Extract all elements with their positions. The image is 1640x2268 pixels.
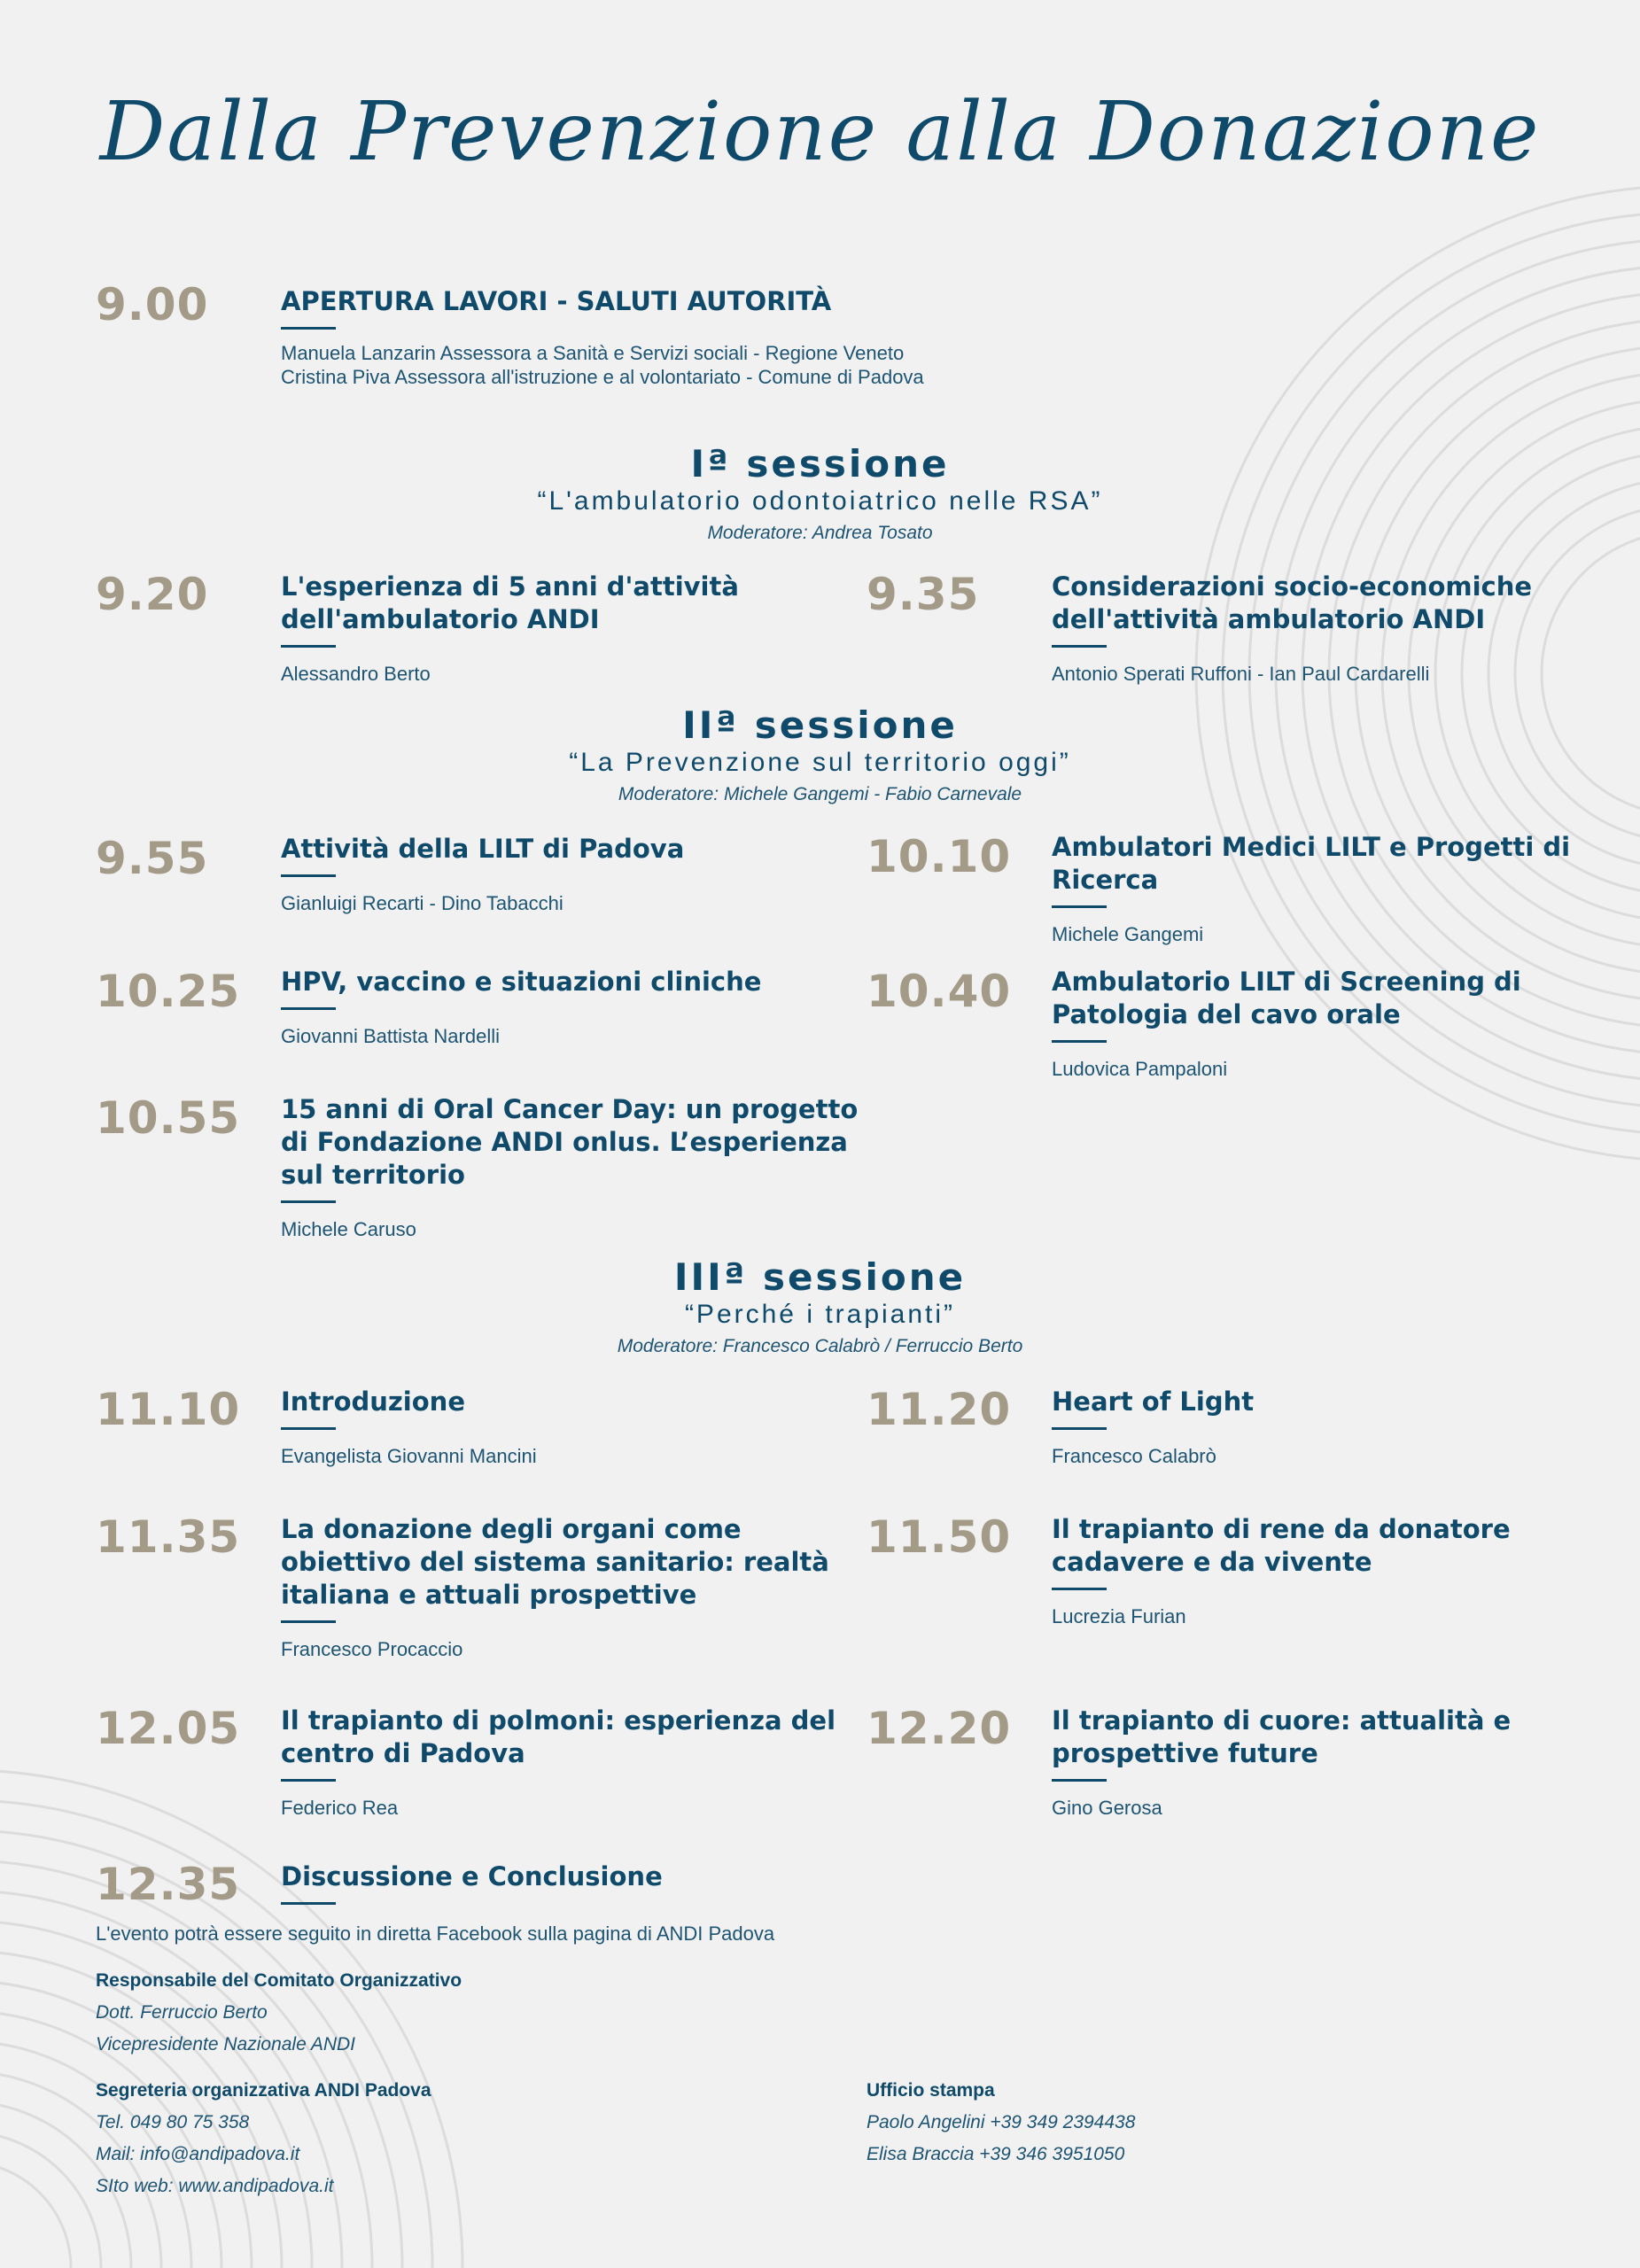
agenda-item [281, 1386, 848, 1468]
title-underline [281, 1427, 336, 1430]
agenda-item [281, 833, 848, 915]
session-moderator: Moderatore: Michele Gangemi - Fabio Carnevale [618, 784, 1022, 804]
session-subtitle: “La Prevenzione sul territorio oggi” [569, 748, 1071, 777]
time-label: 11.20 [867, 1384, 1012, 1435]
item-speaker: Michele Caruso [281, 1218, 416, 1240]
session-title: IIª sessione [682, 703, 958, 747]
secretariat-info [96, 2075, 431, 2202]
session-moderator: Moderatore: Francesco Calabrò / Ferruccio Berto [617, 1336, 1023, 1356]
item-title: La donazione degli organi come obiettivo del sistema sanitario: realtà italiana e attuali prospettive [281, 1514, 829, 1610]
secretariat-mail[interactable]: Mail: info@andipadova.it [96, 2144, 300, 2164]
item-speaker: Antonio Sperati Ruffoni - Ian Paul Cardarelli [1052, 663, 1430, 685]
item-speaker: Evangelista Giovanni Mancini [281, 1445, 537, 1467]
title-underline [281, 874, 336, 877]
item-title: Introduzione [281, 1386, 465, 1417]
item-speaker: Michele Gangemi [1052, 923, 1204, 945]
title-underline [281, 1200, 336, 1203]
time-label: 11.10 [96, 1384, 241, 1435]
agenda-item [281, 1513, 848, 1661]
time-label: 12.20 [867, 1703, 1012, 1754]
agenda-item [1052, 1513, 1619, 1628]
title-underline [1052, 1588, 1107, 1590]
time-label: 10.40 [867, 966, 1012, 1017]
agenda-item [1052, 1386, 1619, 1468]
opening-speaker-1: Manuela Lanzarin Assessora a Sanità e Servizi sociali - Regione Veneto [281, 342, 905, 364]
time-label: 11.50 [867, 1511, 1012, 1563]
session-subtitle: “Perché i trapianti” [684, 1300, 956, 1329]
session-header-3 [0, 1256, 1640, 1357]
press-contact-2: Elisa Braccia +39 346 3951050 [867, 2144, 1125, 2164]
title-underline [281, 1007, 336, 1010]
item-speaker: Lucrezia Furian [1052, 1605, 1186, 1627]
time-label: 9.20 [96, 569, 209, 620]
session-moderator: Moderatore: Andrea Tosato [707, 523, 933, 543]
item-speaker: Francesco Procaccio [281, 1638, 463, 1660]
committee-name: Dott. Ferruccio Berto [96, 2002, 268, 2023]
agenda-item [1052, 966, 1619, 1081]
item-title: Il trapianto di rene da donatore cadavere e da vivente [1052, 1514, 1511, 1577]
item-speaker: Gianluigi Recarti - Dino Tabacchi [281, 892, 564, 914]
item-title: Ambulatorio LILT di Screening di Patologia del cavo orale [1052, 967, 1521, 1029]
item-title: Il trapianto di cuore: attualità e prospettive future [1052, 1705, 1512, 1768]
title-underline [1052, 905, 1107, 908]
item-speaker: Giovanni Battista Nardelli [281, 1025, 501, 1047]
committee-label: Responsabile del Comitato Organizzativo [96, 1970, 462, 1991]
item-title: Attività della LILT di Padova [281, 834, 685, 864]
secretariat-label: Segreteria organizzativa ANDI Padova [96, 2080, 431, 2101]
item-speaker: Ludovica Pampaloni [1052, 1058, 1228, 1080]
item-speaker: Francesco Calabrò [1052, 1445, 1216, 1467]
session-header-1 [0, 443, 1640, 544]
time-label: 9.35 [867, 569, 980, 620]
time-label: 12.35 [96, 1859, 241, 1910]
session-header-2 [0, 704, 1640, 805]
live-stream-note: L'evento potrà essere seguito in diretta Facebook sulla pagina di ANDI Padova [96, 1922, 775, 1945]
agenda-item [281, 1860, 848, 1905]
item-title: Il trapianto di polmoni: esperienza del centro di Padova [281, 1705, 836, 1768]
committee-role: Vicepresidente Nazionale ANDI [96, 2034, 355, 2054]
agenda-item [281, 1705, 848, 1820]
secretariat-web[interactable]: SIto web: www.andipadova.it [96, 2176, 334, 2196]
time-label: 11.35 [96, 1511, 241, 1563]
opening-title: APERTURA LAVORI - SALUTI AUTORITÀ [281, 286, 832, 316]
title-underline [281, 327, 336, 330]
agenda-item [1052, 831, 1619, 946]
session-subtitle: “L'ambulatorio odontoiatrico nelle RSA” [537, 486, 1103, 516]
item-title: Ambulatori Medici LILT e Progetti di Ricerca [1052, 832, 1571, 895]
time-label: 12.05 [96, 1703, 241, 1754]
item-speaker: Federico Rea [281, 1797, 399, 1819]
title-underline [1052, 645, 1107, 648]
item-title: Discussione e Conclusione [281, 1861, 663, 1891]
time-label: 10.10 [867, 831, 1012, 882]
item-title: Considerazioni socio-economiche dell'attività ambulatorio ANDI [1052, 571, 1533, 634]
opening-speaker-2: Cristina Piva Assessora all'istruzione e al volontariato - Comune di Padova [281, 366, 924, 388]
title-underline [281, 1779, 336, 1782]
title-underline [281, 1902, 336, 1905]
item-speaker: Gino Gerosa [1052, 1797, 1162, 1819]
time-label: 9.55 [96, 833, 209, 884]
item-title: HPV, vaccino e situazioni cliniche [281, 967, 762, 997]
item-speaker: Alessandro Berto [281, 663, 431, 685]
agenda-item [1052, 571, 1619, 686]
agenda-item [281, 571, 848, 686]
item-title: Heart of Light [1052, 1386, 1255, 1417]
agenda-item [1052, 1705, 1619, 1820]
title-underline [1052, 1040, 1107, 1043]
session-title: Iª sessione [690, 442, 950, 485]
secretariat-tel: Tel. 049 80 75 358 [96, 2112, 250, 2132]
time-label: 9.00 [96, 279, 209, 330]
agenda-item [281, 1093, 866, 1241]
title-underline [1052, 1779, 1107, 1782]
item-title: 15 anni di Oral Cancer Day: un progetto di Fondazione ANDI onlus. L’esperienza sul territorio [281, 1094, 859, 1190]
press-contact-1: Paolo Angelini +39 349 2394438 [867, 2112, 1136, 2132]
page-title: Dalla Prevenzione alla Donazione [99, 84, 1541, 179]
time-label: 10.55 [96, 1092, 241, 1144]
session-title: IIIª sessione [673, 1255, 967, 1299]
title-underline [281, 645, 336, 648]
press-label: Ufficio stampa [867, 2080, 995, 2101]
title-underline [1052, 1427, 1107, 1430]
item-title: L'esperienza di 5 anni d'attività dell'ambulatorio ANDI [281, 571, 739, 634]
committee-info [96, 1965, 462, 2061]
opening-block [281, 285, 1078, 389]
press-info [867, 2075, 1135, 2171]
agenda-item [281, 966, 848, 1048]
title-underline [281, 1620, 336, 1623]
time-label: 10.25 [96, 966, 241, 1017]
